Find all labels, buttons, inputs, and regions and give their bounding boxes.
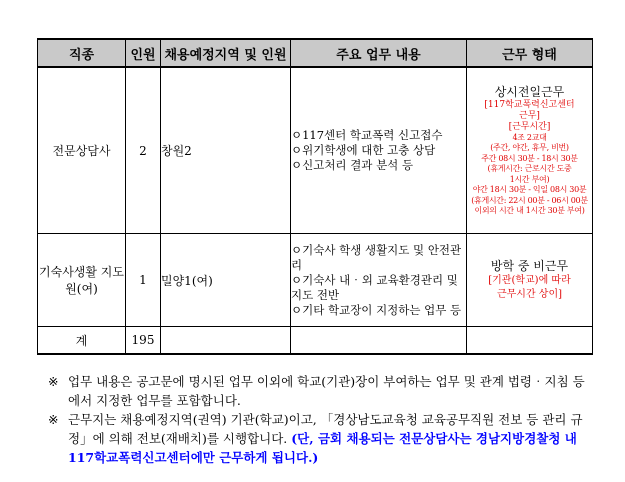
work-hours-line: (휴게시간: 22시 00분 - 06시 00분	[471, 195, 588, 205]
work-hours-line: 이외의 시간 내 1시간 30분 부여)	[474, 206, 585, 215]
work-type-cell	[467, 67, 593, 234]
duties-cell	[291, 67, 467, 234]
work-note: 근무시간 상이]	[496, 288, 563, 300]
note-item	[48, 372, 596, 410]
note-text: 업무 내용은 공고문에 명시된 업무 이외에 학교(기관)장이 부여하는 업무 및 관계 법령‧지침 등에서 지정한 업무를 포함합니다.	[68, 374, 585, 408]
count-cell: 1	[126, 234, 161, 327]
work-hours-label: [근무시간]	[508, 121, 551, 132]
duty-item: ㅇ위기학생에 대한 고충 상담	[291, 143, 436, 157]
work-hours-line: 4조 2교대	[512, 132, 547, 142]
header-region: 채용예정지역 및 인원	[161, 39, 291, 67]
duty-item: ㅇ기숙사 학생 생활지도 및 안전관리	[291, 242, 462, 272]
count-cell: 2	[126, 67, 161, 234]
header-work-type: 근무 형태	[467, 39, 593, 67]
work-hours-line: (휴게시간: 근로시간 도중	[487, 164, 572, 173]
duties-cell	[291, 234, 467, 327]
recruitment-table	[37, 38, 593, 355]
header-count: 인원	[126, 39, 161, 67]
empty-cell	[291, 327, 467, 355]
empty-cell	[161, 327, 291, 355]
note-item	[48, 410, 596, 467]
work-hours-line: 1시간 부여)	[509, 174, 550, 184]
note-text: 근무지는 채용예정지역(권역) 기관(학교)이고, 「경상남도교육청 교육공무직원 전보 등 관리 규정」에 의해 전보(재배치)를 시행합니다.	[68, 412, 583, 446]
work-note: [117학교폭력신고센터	[484, 99, 575, 110]
notes-section	[48, 372, 596, 467]
table-header-row	[38, 39, 593, 67]
work-title: 방학 중 비근무	[490, 258, 569, 273]
work-note: 근무]	[519, 110, 540, 121]
header-job: 직종	[38, 39, 126, 67]
duty-item: ㅇ기숙사 내‧외 교육환경관리 및 지도 전반	[291, 272, 458, 302]
work-title: 상시전일근무	[494, 84, 565, 99]
job-cell: 전문상담사	[38, 67, 126, 234]
header-duties: 주요 업무 내용	[291, 39, 467, 67]
table-row	[38, 234, 593, 327]
region-cell: 밀양1(여)	[161, 234, 291, 327]
note-highlight: (단, 금회 채용되는 전문상담사는 경남지방경찰청 내 117학교폭력신고센터에만 근무하게 됩니다.)	[68, 431, 577, 465]
total-row	[38, 327, 593, 355]
job-cell: 기숙사생활 지도원(여)	[38, 234, 126, 327]
work-hours-line: 야간 18시 30분 - 익일 08시 30분	[472, 185, 587, 194]
region-cell: 창원2	[161, 67, 291, 234]
work-hours-line: (주간, 야간, 휴무, 비번)	[490, 143, 569, 152]
note-mark: ※	[48, 412, 59, 427]
work-note: [기관(학교)에 따라	[488, 274, 571, 286]
total-label: 계	[38, 327, 126, 355]
duty-item: ㅇ117센터 학교폭력 신고접수	[291, 128, 443, 142]
note-mark: ※	[48, 374, 59, 389]
duty-item: ㅇ신고처리 결과 분석 등	[291, 158, 414, 172]
total-count: 195	[126, 327, 161, 355]
empty-cell	[467, 327, 593, 355]
table-row	[38, 67, 593, 234]
work-hours-line: 주간 08시 30분 - 18시 30분	[481, 153, 578, 163]
work-type-cell	[467, 234, 593, 327]
duty-item: ㅇ기타 학교장이 지정하는 업무 등	[291, 302, 462, 317]
